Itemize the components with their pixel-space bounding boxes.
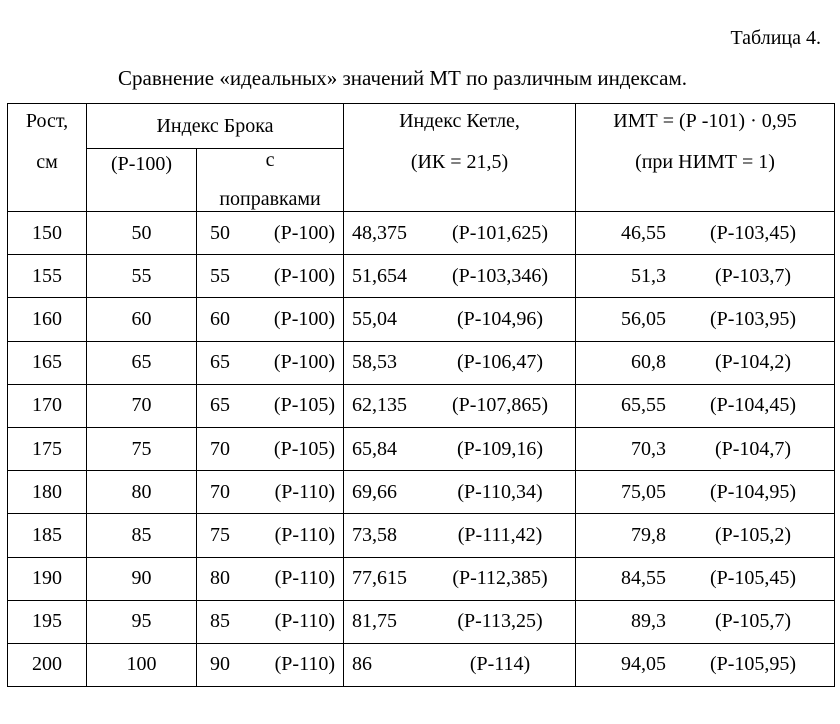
header-bmi-condition: (при НИМТ = 1) [635, 151, 775, 173]
cell-broca-adjusted [197, 514, 344, 557]
cell-height [8, 298, 87, 341]
height-value: 195 [32, 610, 62, 633]
cell-ketle [344, 298, 576, 341]
header-height-unit: см [36, 151, 58, 173]
broca-adjusted-value: 55 [210, 264, 230, 287]
height-value: 200 [32, 653, 62, 676]
cell-broca-plain [87, 298, 197, 341]
cell-broca-plain [87, 341, 197, 384]
cell-bmi [576, 600, 835, 643]
cell-height [8, 212, 87, 255]
broca-plain-value: 95 [131, 610, 152, 633]
cell-broca-plain [87, 427, 197, 470]
cell-broca-adjusted [197, 600, 344, 643]
ketle-value: 86 [352, 653, 373, 676]
bmi-value: 70,3 [631, 437, 667, 460]
header-ketle-title: Индекс Кетле, [399, 110, 520, 132]
cell-bmi [576, 384, 835, 427]
cell-broca-plain [87, 212, 197, 255]
cell-broca-adjusted [197, 557, 344, 600]
cell-height [8, 600, 87, 643]
cell-broca-adjusted [197, 384, 344, 427]
ketle-formula: (Р-107,865) [451, 394, 549, 417]
cell-height [8, 514, 87, 557]
bmi-value: 94,05 [621, 653, 667, 676]
cell-ketle [344, 471, 576, 514]
ketle-value: 51,654 [352, 264, 408, 287]
cell-broca-adjusted [197, 643, 344, 686]
ketle-formula: (Р-101,625) [451, 221, 549, 244]
bmi-formula: (Р-105,7) [714, 610, 792, 633]
broca-adjusted-value: 65 [210, 351, 230, 374]
bmi-value: 84,55 [621, 567, 667, 590]
height-value: 185 [32, 523, 62, 546]
cell-height [8, 255, 87, 298]
cell-ketle [344, 514, 576, 557]
cell-broca-adjusted [197, 471, 344, 514]
ketle-formula: (Р-104,96) [456, 307, 544, 330]
bmi-formula: (Р-104,7) [714, 437, 792, 460]
cell-bmi [576, 341, 835, 384]
height-value: 170 [32, 394, 62, 417]
cell-ketle [344, 427, 576, 470]
broca-adjusted-value: 65 [210, 394, 230, 417]
cell-bmi [576, 557, 835, 600]
cell-broca-plain [87, 471, 197, 514]
ketle-formula: (Р-106,47) [456, 351, 544, 374]
cell-broca-plain [87, 643, 197, 686]
bmi-value: 75,05 [621, 480, 667, 503]
cell-broca-plain [87, 600, 197, 643]
header-bmi-formula: ИМТ = (Р -101) · 0,95 [613, 110, 797, 132]
ketle-formula: (Р-103,346) [451, 264, 549, 287]
header-bmi [576, 104, 835, 212]
cell-height [8, 427, 87, 470]
ketle-value: 55,04 [352, 307, 398, 330]
bmi-formula: (Р-104,95) [709, 480, 797, 503]
ketle-formula: (Р-113,25) [457, 610, 543, 633]
cell-bmi [576, 427, 835, 470]
cell-ketle [344, 384, 576, 427]
ketle-formula: (Р-109,16) [456, 437, 544, 460]
bmi-formula: (Р-105,95) [709, 653, 797, 676]
bmi-formula: (Р-104,2) [714, 351, 792, 374]
cell-bmi [576, 643, 835, 686]
broca-plain-value: 90 [131, 567, 152, 590]
broca-adjusted-formula: (Р-110) [274, 567, 336, 590]
cell-bmi [576, 212, 835, 255]
bmi-value: 60,8 [631, 351, 667, 374]
broca-plain-value: 60 [131, 307, 152, 330]
header-broca-adjusted-line2: поправками [219, 188, 321, 210]
cell-broca-adjusted [197, 255, 344, 298]
header-ketle [344, 104, 576, 212]
table-row [8, 384, 835, 427]
cell-ketle [344, 643, 576, 686]
cell-bmi [576, 471, 835, 514]
height-value: 150 [32, 221, 62, 244]
broca-adjusted-value: 70 [210, 480, 230, 503]
cell-ketle [344, 341, 576, 384]
height-value: 180 [32, 480, 62, 503]
ketle-value: 65,84 [352, 437, 398, 460]
broca-adjusted-formula: (Р-100) [273, 221, 336, 244]
broca-plain-value: 70 [131, 394, 152, 417]
broca-plain-value: 75 [131, 437, 152, 460]
broca-plain-value: 50 [131, 221, 152, 244]
cell-ketle [344, 600, 576, 643]
table-row [8, 212, 835, 255]
table-row [8, 427, 835, 470]
table-row [8, 557, 835, 600]
ketle-value: 81,75 [352, 610, 398, 633]
broca-adjusted-formula: (Р-110) [274, 653, 336, 676]
bmi-value: 65,55 [621, 394, 667, 417]
ketle-value: 62,135 [352, 394, 408, 417]
cell-height [8, 384, 87, 427]
header-broca-plain: (Р-100) [87, 149, 197, 212]
broca-plain-value: 80 [131, 480, 152, 503]
table-row [8, 471, 835, 514]
cell-height [8, 643, 87, 686]
bmi-formula: (Р-103,95) [709, 307, 797, 330]
cell-ketle [344, 212, 576, 255]
broca-adjusted-value: 70 [210, 437, 230, 460]
bmi-value: 56,05 [621, 307, 667, 330]
ketle-value: 77,615 [352, 567, 408, 590]
ketle-formula: (Р-112,385) [452, 567, 548, 590]
ketle-formula: (Р-114) [469, 653, 531, 676]
broca-plain-value: 85 [131, 523, 152, 546]
comparison-table [7, 103, 835, 687]
cell-broca-adjusted [197, 427, 344, 470]
header-height [8, 104, 87, 212]
cell-height [8, 341, 87, 384]
height-value: 190 [32, 567, 62, 590]
broca-adjusted-value: 90 [210, 653, 230, 676]
broca-adjusted-formula: (Р-110) [274, 610, 336, 633]
cell-broca-plain [87, 557, 197, 600]
cell-ketle [344, 557, 576, 600]
broca-adjusted-formula: (Р-100) [273, 307, 336, 330]
ketle-value: 69,66 [352, 480, 398, 503]
table-row [8, 514, 835, 557]
height-value: 160 [32, 307, 62, 330]
cell-ketle [344, 255, 576, 298]
header-broca-adjusted-line1: с [265, 149, 275, 171]
broca-adjusted-formula: (Р-100) [273, 264, 336, 287]
ketle-value: 73,58 [352, 523, 398, 546]
ketle-formula: (Р-110,34) [457, 480, 543, 503]
broca-adjusted-formula: (Р-105) [273, 437, 336, 460]
broca-adjusted-value: 75 [210, 523, 230, 546]
ketle-value: 58,53 [352, 351, 398, 374]
height-value: 155 [32, 264, 62, 287]
broca-adjusted-formula: (Р-105) [273, 394, 336, 417]
ketle-formula: (Р-111,42) [457, 523, 543, 546]
broca-plain-value: 55 [131, 264, 152, 287]
broca-adjusted-value: 85 [210, 610, 230, 633]
table-caption: Сравнение «идеальных» значений МТ по различным индексам. [118, 66, 687, 90]
bmi-value: 89,3 [631, 610, 667, 633]
cell-bmi [576, 255, 835, 298]
cell-broca-plain [87, 384, 197, 427]
broca-adjusted-value: 80 [210, 567, 230, 590]
bmi-value: 79,8 [631, 523, 667, 546]
broca-adjusted-value: 50 [210, 221, 230, 244]
header-broca: Индекс Брока [87, 104, 344, 149]
cell-height [8, 471, 87, 514]
cell-broca-adjusted [197, 341, 344, 384]
bmi-formula: (Р-103,7) [714, 264, 792, 287]
bmi-formula: (Р-103,45) [709, 221, 797, 244]
table-row [8, 341, 835, 384]
broca-adjusted-formula: (Р-110) [274, 480, 336, 503]
table-row [8, 600, 835, 643]
bmi-value: 51,3 [631, 264, 667, 287]
cell-bmi [576, 514, 835, 557]
broca-adjusted-formula: (Р-110) [274, 523, 336, 546]
table-row [8, 643, 835, 686]
cell-broca-adjusted [197, 298, 344, 341]
header-ketle-constant: (ИК = 21,5) [410, 151, 509, 173]
cell-height [8, 557, 87, 600]
height-value: 165 [32, 351, 62, 374]
bmi-formula: (Р-105,2) [714, 523, 792, 546]
cell-broca-plain [87, 514, 197, 557]
broca-adjusted-value: 60 [210, 307, 230, 330]
cell-broca-adjusted [197, 212, 344, 255]
header-row-1 [8, 104, 835, 149]
cell-broca-plain [87, 255, 197, 298]
table-label: Таблица 4. [730, 27, 821, 49]
header-broca-adjusted [197, 149, 344, 212]
height-value: 175 [32, 437, 62, 460]
bmi-formula: (Р-104,45) [709, 394, 797, 417]
table-row [8, 298, 835, 341]
bmi-formula: (Р-105,45) [709, 567, 797, 590]
header-height-label: Рост, [25, 110, 69, 132]
broca-plain-value: 100 [126, 653, 157, 676]
broca-adjusted-formula: (Р-100) [273, 351, 336, 374]
table-row [8, 255, 835, 298]
bmi-value: 46,55 [621, 221, 667, 244]
ketle-value: 48,375 [352, 221, 408, 244]
broca-plain-value: 65 [131, 351, 152, 374]
cell-bmi [576, 298, 835, 341]
